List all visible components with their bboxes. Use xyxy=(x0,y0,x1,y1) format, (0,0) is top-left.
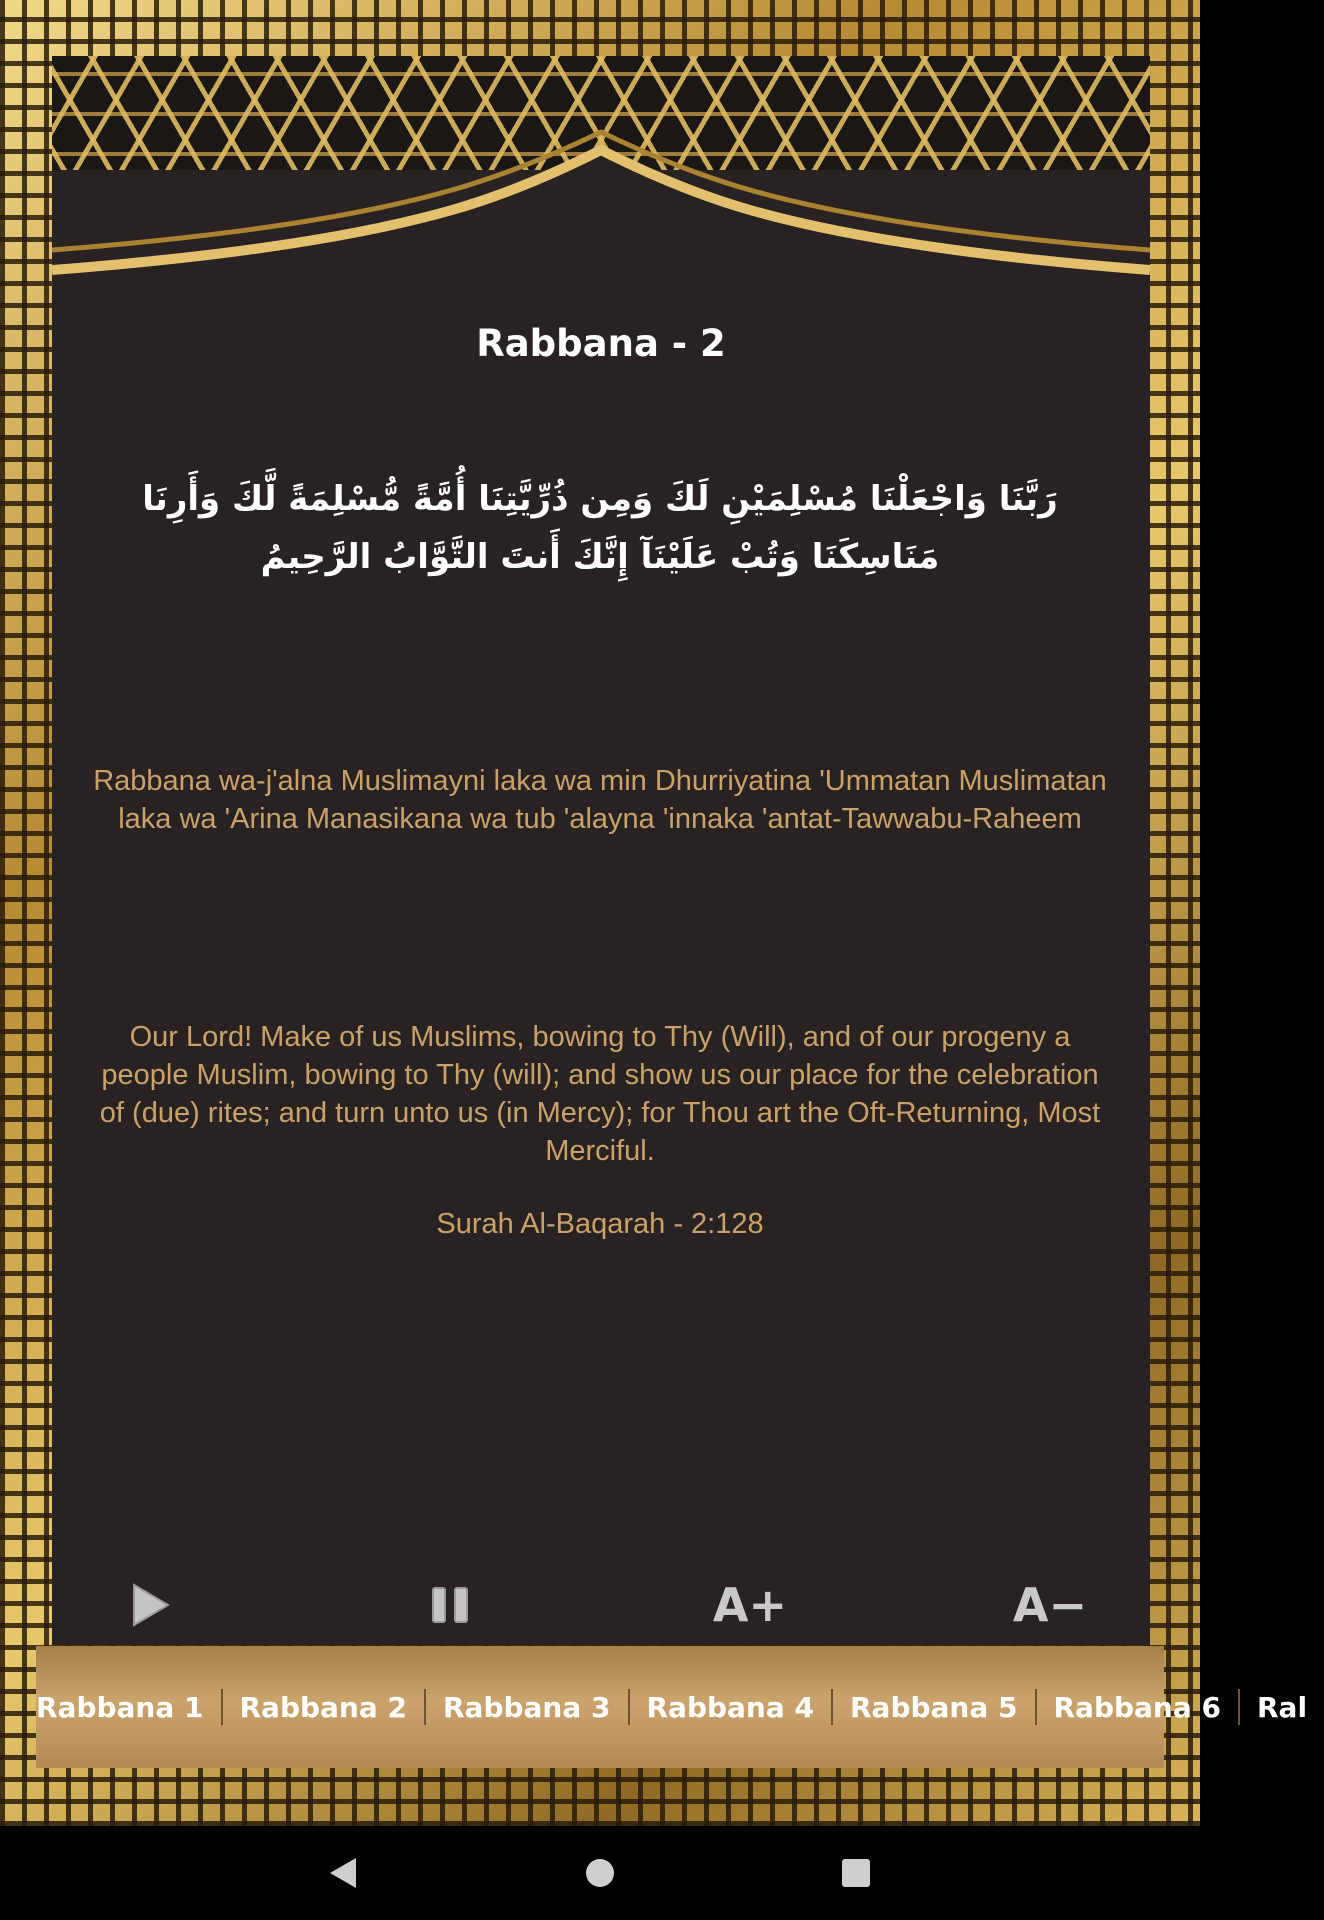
translation-text: Our Lord! Make of us Muslims, bowing to Thy (Will), and of our progeny a people Muslim, bowing to Thy (will); and show us our place for the celebration of (due) rites; and turn unto us (in Mercy); for Thou art the Oft-Returning, Most Merciful. xyxy=(99,1021,1101,1167)
play-icon xyxy=(128,1583,172,1627)
home-circle-icon xyxy=(583,1856,617,1890)
recents-square-icon xyxy=(839,1856,873,1890)
tab-rabbana-4[interactable]: Rabbana 4 xyxy=(646,1690,814,1724)
verse-title: Rabbana - 2 xyxy=(476,322,726,365)
content-panel xyxy=(52,170,1150,1645)
tab-rabbana-5[interactable]: Rabbana 5 xyxy=(850,1690,1018,1724)
tab-rabbana-6[interactable]: Rabbana 6 xyxy=(1053,1690,1221,1724)
tab-rabbana-1[interactable]: Rabbana 1 xyxy=(36,1690,204,1724)
font-decrease-button[interactable] xyxy=(1000,1572,1100,1638)
home-button[interactable] xyxy=(575,1848,625,1898)
recents-button[interactable] xyxy=(831,1848,881,1898)
tab-rabbana-2[interactable]: Rabbana 2 xyxy=(239,1690,407,1724)
pause-button[interactable] xyxy=(400,1572,500,1638)
font-increase-label: A+ xyxy=(712,1578,788,1632)
font-decrease-label: A− xyxy=(1012,1578,1088,1632)
back-button[interactable] xyxy=(318,1848,368,1898)
transliteration-text: Rabbana wa-j'alna Muslimayni laka wa min Dhurriyatina 'Ummatan Muslimatan laka wa 'Arina Manasikana wa tub 'alayna 'innaka 'antat-Tawwabu-Raheem xyxy=(93,765,1107,835)
arabic-verse-text: رَبَّنَا وَاجْعَلْنَا مُسْلِمَيْنِ لَكَ وَمِن ذُرِّيَّتِنَا أُمَّةً مُّسْلِمَةً لَّكَ وَأَرِنَا مَنَاسِكَنَا وَتُبْ عَلَيْنَآ إِنَّكَ أَنتَ التَّوَّابُ الرَّحِيمُ xyxy=(142,479,1058,577)
back-triangle-icon xyxy=(326,1856,360,1890)
arch-ornament xyxy=(52,150,1150,350)
tab-rabbana-7-partial[interactable]: Ral xyxy=(1257,1690,1308,1724)
rabbana-tab-bar[interactable] xyxy=(36,1646,1308,1768)
system-navigation-bar xyxy=(0,1826,1200,1920)
font-increase-button[interactable] xyxy=(700,1572,800,1638)
tab-rabbana-3[interactable]: Rabbana 3 xyxy=(443,1690,611,1724)
pause-icon xyxy=(430,1585,470,1625)
surah-reference: Surah Al-Baqarah - 2:128 xyxy=(436,1208,764,1240)
play-button[interactable] xyxy=(100,1572,200,1638)
